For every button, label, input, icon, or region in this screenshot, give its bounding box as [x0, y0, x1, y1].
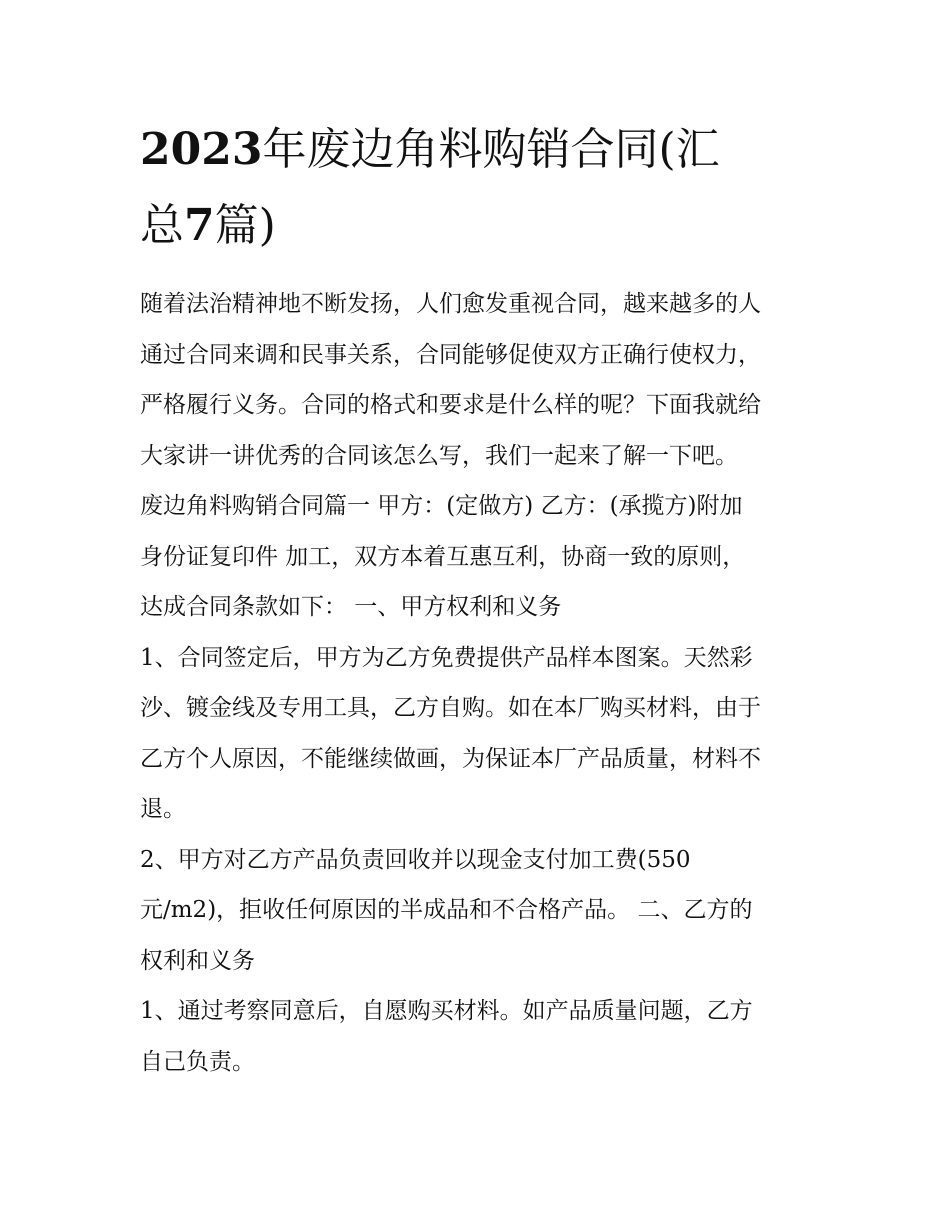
text-line: 通过合同来调和民事关系，合同能够促使双方正确行使权力，	[140, 341, 761, 368]
text-line: 废边角料购销合同篇一 甲方：(定做方) 乙方：(承揽方)附加	[140, 493, 743, 519]
text-line: 1、合同签定后，甲方为乙方免费提供产品样本图案。天然彩	[140, 644, 753, 671]
text-line: 1、通过考察同意后，自愿购买材料。如产品质量问题，乙方	[140, 998, 753, 1024]
title-year: 2023	[140, 124, 263, 175]
text-line: 严格履行义务。合同的格式和要求是什么样的呢？下面我就给	[140, 392, 761, 418]
paragraph-clause-3	[140, 986, 820, 1087]
document-title	[140, 112, 820, 264]
document-body	[140, 279, 820, 1087]
title-text-2b: 篇)	[214, 200, 276, 251]
text-line: 乙方个人原因，不能继续做画，为保证本厂产品质量，材料不	[140, 745, 761, 772]
paragraph-clause-2	[140, 835, 820, 987]
title-count: 7	[184, 200, 215, 251]
text-line: 沙、镀金线及专用工具，乙方自购。如在本厂购买材料，由于	[140, 695, 761, 721]
text-line: 随着法治精神地不断发扬，人们愈发重视合同，越来越多的人	[140, 291, 761, 317]
title-text-1: 年废边角料购销合同(汇	[262, 124, 720, 175]
paragraph-clause-1	[140, 633, 820, 835]
text-line: 2、甲方对乙方产品负责回收并以现金支付加工费(550	[140, 846, 691, 873]
title-text-2a: 总	[140, 200, 184, 251]
text-line: 身份证复印件 加工，双方本着互惠互利，协商一致的原则，	[140, 543, 746, 570]
text-line: 大家讲一讲优秀的合同该怎么写，我们一起来了解一下吧。	[140, 442, 738, 469]
text-line: 自己负责。	[140, 1048, 255, 1075]
title-line-1	[140, 112, 820, 188]
text-line: 达成合同条款如下： 一、甲方权利和义务	[140, 594, 562, 620]
text-line: 退。	[140, 796, 186, 822]
paragraph-intro	[140, 279, 820, 633]
title-line-2	[140, 188, 820, 264]
text-line: 权利和义务	[140, 947, 255, 974]
text-line: 元/m2)，拒收任何原因的半成品和不合格产品。 二、乙方的	[140, 897, 753, 923]
